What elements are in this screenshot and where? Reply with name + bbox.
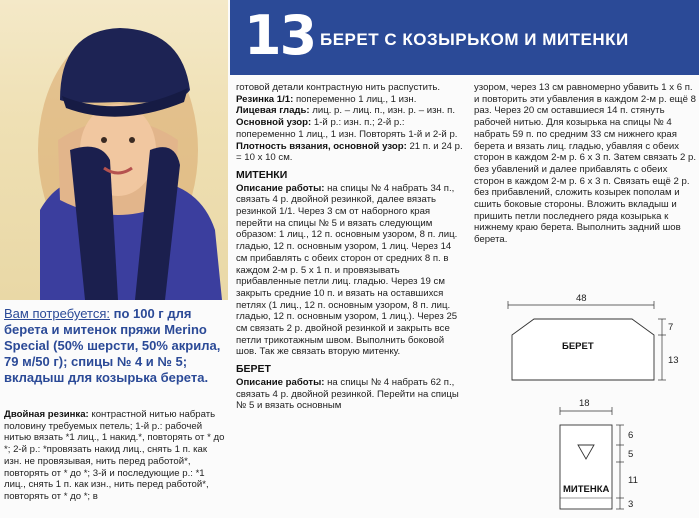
- beret-dim-bottom: 13: [668, 355, 679, 366]
- mitten-width-label: 18: [579, 398, 590, 409]
- mitten-dim-2: 5: [628, 449, 634, 460]
- gauge-text: 21 п. и 24 р. = 10 x 10 см.: [236, 140, 463, 164]
- mitten-dim-4: 3: [628, 499, 634, 510]
- main-pattern-text: 1-й р.: изн. п.; 2-й р.: попеременно 1 лиц., 1 изн. Повторять 1-й и 2-й р.: [236, 117, 458, 140]
- column-middle: [236, 82, 464, 412]
- intro-text: готовой детали контрастную нить распустить.: [236, 82, 441, 93]
- stockinette-paragraph: [236, 105, 464, 117]
- mitts-heading: МИТЕНКИ: [236, 168, 288, 181]
- main-pattern-paragraph: [236, 117, 464, 140]
- mitten-dim-3: 11: [628, 475, 638, 486]
- model-illustration: [0, 0, 228, 300]
- materials-text: по 100 г для берета и митенок пряжи Merino Special (50% шерсти, 50% акрила, 79 м/50 г); спицы № 4 и № 5; вкладыш для козырька берета.: [4, 306, 221, 385]
- gauge-term: Плотность вязания, основной узор:: [236, 140, 407, 152]
- rib-paragraph: [236, 94, 464, 106]
- beret-dim-top: 7: [668, 322, 674, 333]
- beret-term: Описание работы:: [236, 376, 325, 388]
- article-header: [230, 0, 699, 75]
- model-photo: [0, 0, 228, 300]
- beret-label: БЕРЕТ: [562, 341, 594, 352]
- double-rib-paragraph: [4, 409, 226, 503]
- rib-text: попеременно 1 лиц., 1 изн.: [293, 93, 417, 105]
- rib-term: Резинка 1/1:: [236, 93, 294, 105]
- mitten-label: МИТЕНКА: [563, 484, 610, 495]
- double-rib-term: Двойная резинка:: [4, 409, 89, 420]
- gauge-paragraph: [236, 141, 464, 164]
- beret-heading: БЕРЕТ: [236, 363, 271, 376]
- schema-drawing: [474, 285, 696, 513]
- materials-block: [4, 306, 226, 386]
- pattern-title: БЕРЕТ С КОЗЫРЬКОМ И МИТЕНКИ: [320, 30, 629, 49]
- stockinette-term: Лицевая гладь:: [236, 105, 310, 117]
- stockinette-text: лиц. р. – лиц. п., изн. р. – изн. п.: [309, 105, 456, 117]
- column-left: [4, 409, 226, 503]
- beret-paragraph: [236, 377, 464, 412]
- beret-continuation: узором, через 13 см равномерно убавить 1 x 6 п. и повторить эти убавления в каждом 2-м р. ещё 8 раз. Через 20 см оставшиеся 14 п. стянуть рабочей нитью. Для козырька на спицы № 4 набрать 59 п. по средним 33 см нижнего края берета и вязать лиц. гладью, убавляя с обеих сторон в каждом 2-м р. 6 x 3 п. Затем связать 2 р. без убавлений и далее прибавлять с обеих сторон в каждом 2-м р. 6 x 3 п. Связать ещё 2 р. без прибавлений, сложить козырек пополам и сшить боковые стороны. Вложить вкладыш и пришить петли последнего ряда козырька к нижнему краю берета. Выполнить задний шов берета.: [474, 82, 696, 246]
- mitten-shape: [560, 425, 612, 509]
- double-rib-text: контрастной нитью набрать половину требуемых петель; 1-й р.: рабочей нитью вязать *1 лиц., 1 накид.*, повторять от * до *; 2-й р.: *провязать накид лиц., снять 1 п. как изн. не провязывая, нить перед работой*, повторять от * до *; 3-й и последующие р.: *1 лиц., снять 1 п. как изн., нить перед работой*, повторять от * до *; в: [4, 409, 225, 502]
- column-right: [474, 82, 696, 246]
- main-pattern-term: Основной узор:: [236, 117, 312, 129]
- mitts-paragraph: [236, 183, 464, 359]
- mitts-text: на спицы № 4 набрать 34 п., связать 4 р. двойной резинкой, далее вязать резинкой 1/1. Через 3 см от наборного края перейти на спицы № 5 и вязать следующим образом: 1 лиц., 12 п. основным узором, 8 п. лиц. гладью, 12 п. основным узором, 1 лиц. Через 14 см прибавлять с обеих сторон от средних 8 п. в каждом 2-м р. 5 x 1 п. и провязывать прибавленные петли лиц. гладью. Через 19 см закрыть средние 10 п. и вязать на оставшихся петлях (1 лиц., 12 п. основным узором, 8 п. лиц. гладью, 12 п. основным узором, 1 лиц.). Через 25 см связать 2 р. двойной резинкой и закрыть все петли трикотажным швом. Выполнить боковой шов. Так же связать вторую митенку.: [236, 182, 458, 358]
- pattern-schema: [474, 285, 696, 513]
- materials-lead: Вам потребуется:: [4, 306, 110, 321]
- beret-text: на спицы № 4 набрать 62 п., связать 4 р. двойной резинкой. Перейти на спицы № 5 и вязать основным: [236, 376, 459, 412]
- pattern-number: 13: [244, 4, 316, 67]
- beret-width-label: 48: [576, 293, 587, 304]
- mitten-dim-1: 6: [628, 430, 634, 441]
- mitts-term: Описание работы:: [236, 182, 325, 194]
